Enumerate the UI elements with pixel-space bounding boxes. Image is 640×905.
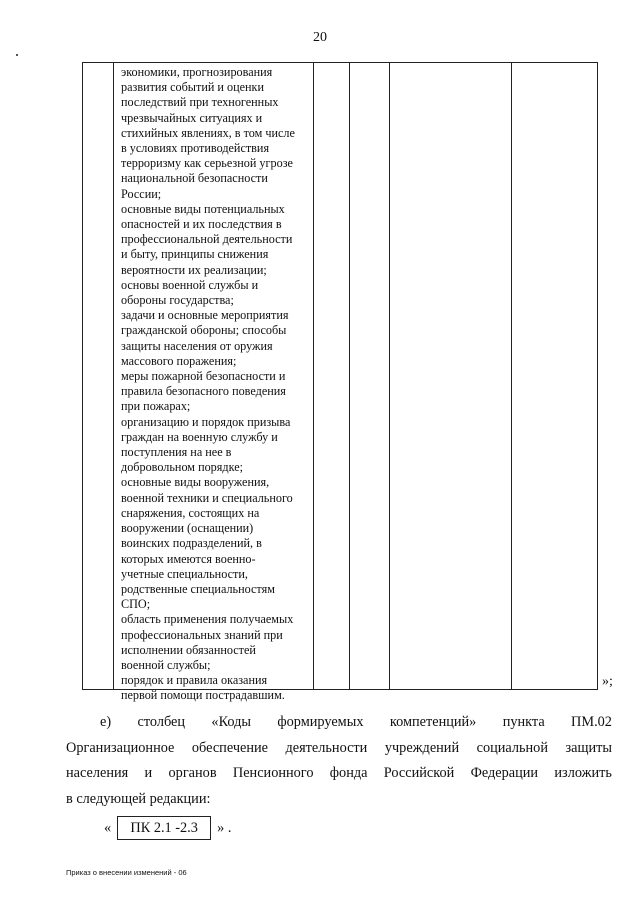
paragraph-word: обеспечение [191, 740, 268, 756]
paragraph-word: Российской [383, 765, 455, 781]
cell-text-line: область применения получаемых [121, 612, 294, 627]
cell-text-line: в условиях противодействия [121, 141, 270, 156]
cell-text-line: развития событий и оценки [121, 80, 264, 95]
cell-text-line: массового поражения; [121, 353, 237, 368]
page-number: 20 [313, 30, 327, 45]
cell-text-line: военной службы; [121, 657, 211, 672]
cell-text-line: поступления на нее в [121, 445, 232, 460]
paragraph-word: Пенсионного [232, 765, 314, 781]
cell-text-line: профессиональной деятельности [121, 232, 293, 247]
cell-text-line: организацию и порядок призыва [121, 414, 291, 429]
paragraph-word: «Коды [211, 714, 252, 730]
column-divider [511, 63, 512, 689]
paragraph-word: формируемых [277, 714, 364, 730]
cell-text-line: основные виды потенциальных [121, 201, 285, 216]
open-quote: « [104, 819, 112, 836]
paragraph-word: е) [100, 714, 112, 730]
closing-quote: »; [602, 674, 613, 689]
column-divider [389, 63, 390, 689]
cell-text-line: России; [121, 186, 162, 201]
paragraph-word: пункта [502, 714, 545, 730]
cell-text-line: защиты населения от оружия [121, 338, 273, 353]
close-quote: » . [217, 819, 232, 836]
paragraph-word: населения [66, 765, 129, 781]
cell-text-line: основные виды вооружения, [121, 475, 270, 490]
paragraph-word: социальной [476, 740, 548, 756]
cell-text-line: военной техники и специального [121, 490, 293, 505]
cell-text-line: добровольном порядке; [121, 460, 243, 475]
paragraph-word: фонда [329, 765, 368, 781]
column-divider [113, 63, 114, 689]
cell-text-line: которых имеются военно- [121, 551, 256, 566]
cell-text-line: воинских подразделений, в [121, 536, 262, 551]
cell-text-line: граждан на военную службу и [121, 429, 278, 444]
cell-text-line: меры пожарной безопасности и [121, 369, 286, 384]
cell-text-line: первой помощи пострадавшим. [121, 688, 285, 703]
paragraph-word: изложить [554, 765, 612, 781]
cell-text-line: чрезвычайных ситуациях и [121, 110, 263, 125]
cell-text-line: учетные специальности, [121, 566, 248, 581]
table [82, 62, 598, 703]
paragraph-word: деятельности [285, 740, 368, 756]
paragraph-word: учреждений [384, 740, 460, 756]
cell-text-line: родственные специальностям [121, 581, 275, 596]
column-divider [313, 63, 314, 689]
competency-code-box: ПК 2.1 -2.3 [117, 816, 211, 840]
cell-text-line: обороны государства; [121, 293, 234, 308]
paragraph-line-4: в следующей редакции: [66, 791, 211, 807]
cell-text-line: опасностей и их последствия в [121, 217, 282, 232]
paragraph-word: компетенций» [389, 714, 477, 730]
paragraph-word: Федерации [470, 765, 539, 781]
column-divider [349, 63, 350, 689]
cell-text-line: основы военной службы и [121, 277, 259, 292]
cell-text-line: правила безопасного поведения [121, 384, 286, 399]
cell-text-line: национальной безопасности [121, 171, 268, 186]
cell-text-line: экономики, прогнозирования [121, 65, 273, 79]
paragraph-word: столбец [137, 714, 186, 730]
scan-speck [16, 54, 18, 56]
paragraph-word: ПМ.02 [571, 714, 612, 730]
cell-text-line: последствий при техногенных [121, 95, 279, 110]
cell-text-line: профессиональных знаний при [121, 627, 283, 642]
cell-text-line: при пожарах; [121, 399, 191, 414]
cell-text-line: исполнении обязанностей [121, 642, 256, 657]
cell-text-line: СПО; [121, 597, 151, 612]
cell-text-line: вооружении (оснащении) [121, 521, 254, 536]
paragraph-word: и [144, 765, 153, 781]
cell-text-line: вероятности их реализации; [121, 262, 267, 277]
cell-text-line: терроризму как серьезной угрозе [121, 156, 293, 171]
cell-text-line: гражданской обороны; способы [121, 323, 287, 338]
cell-text-line: порядок и правила оказания [121, 673, 268, 688]
paragraph-line-3 [66, 763, 612, 783]
paragraph-line-2 [66, 738, 612, 758]
paragraph-word: органов [168, 765, 217, 781]
cell-text-line: снаряжения, состоящих на [121, 505, 260, 520]
cell-text-line: и быту, принципы снижения [121, 247, 269, 262]
table-cell-content [121, 65, 311, 704]
paragraph-word: защиты [565, 740, 612, 756]
paragraph-word: Организационное [66, 740, 175, 756]
competency-code-line [104, 816, 231, 840]
footer-note: Приказ о внесении изменений - 06 [66, 868, 187, 877]
cell-text-line: задачи и основные мероприятия [121, 308, 289, 323]
cell-text-line: стихийных явлениях, в том числе [121, 125, 295, 140]
paragraph-line-1 [66, 712, 612, 732]
